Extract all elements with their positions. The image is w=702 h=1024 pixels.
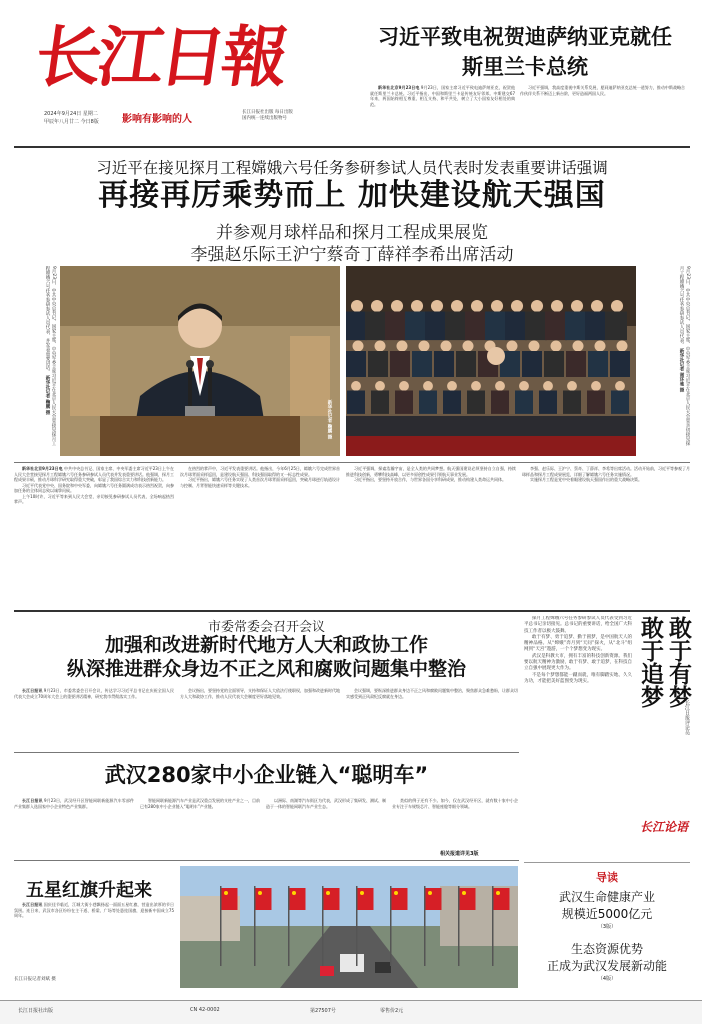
crowd-illustration xyxy=(346,266,636,456)
section2-kicker: 市委常委会召开会议 xyxy=(207,620,325,635)
lead-body-col1: 新华社北京9月23日电 中共中央总书记、国家主席、中央军委主席习近平23日上午在人民大会堂接见探月工程嫦娥六号任务参研参试人员代表并发表重要讲话。他强调，探月工程成果丰硕，推动月球科学研究取得重大突破，彰显了我国综合实力和科技创新能力。 习近平代表党中央、国务院和中央军委，向嫦娥六号任务圆满成功表示热烈祝贺，向参加任务的全体同志致以诚挚问候。 上午10时许，习近平等来到人民大会堂，亲切接见参研参试人员代表，全场响起热烈掌声。 xyxy=(14,466,174,504)
top-story-text-2: 习近平强调，我高度重视中斯关系发展，愿同迪萨纳亚克总统一道努力，推动中斯战略合作伙伴关系不断迈上新台阶，更好造福两国人民。 xyxy=(520,85,685,96)
section2-headline-1[interactable]: 加强和改进新时代地方人大和政协工作 xyxy=(104,634,428,656)
photo-xi-speech xyxy=(60,266,340,456)
commentary-body: 探月工程嫦娥六号任务参研参试人员代表受到习近平总书记亲切接见。总书记的重要讲话，给全国广大科技工作者以极大鼓舞。 敢于有梦、勇于追梦、勤于圆梦，是中国航天人的精神品格。从“嫦娥”奔月到“天问”探火，从“北斗”组网到“天宫”遨游，一个个梦想变为现实。 武汉是科教大市，拥有丰富的科技创新资源。我们要以航天精神为激励，敢于有梦、敢于追梦，在科技自立自强中展现更大作为。 不是每个梦想都能一蹴而就，唯有脚踏实地、久久为功，才能把美好蓝图变为现实。 xyxy=(524,616,632,684)
guide-label: 导读 xyxy=(596,871,618,884)
top-headline[interactable]: 习近平致电祝贺迪萨纳亚克就任斯里兰卡总统 xyxy=(378,25,672,79)
lead-kicker: 习近平在接见探月工程嫦娥六号任务参研参试人员代表时发表重要讲话强调 xyxy=(96,159,608,177)
speech-illustration xyxy=(60,266,340,456)
commentary-title[interactable]: 敢于有梦 敢于追梦 xyxy=(637,616,691,708)
footer-issue: 第27507号 xyxy=(310,1008,336,1014)
lead-subhead-2: 李强赵乐际王沪宁蔡奇丁薛祥李希出席活动 xyxy=(190,245,514,265)
lead-body-col4: 李强、赵乐际、王沪宁、蔡奇、丁薛祥、李希等出席活动。活动开始前，习近平等参观了月球样品和探月工程成果展览，详细了解嫦娥六号任务实施情况。 实施探月工程是党中央着眼建设航天强国作出的重大战略决策。 xyxy=(522,466,690,482)
flag-photo-credit: 长江日报记者刘斌 摄 xyxy=(14,977,56,982)
masthead xyxy=(14,8,344,143)
flag-body: 长江日报讯 国庆佳节临近，江城大街小巷飘扬起一面面五星红旗，营造出浓厚的节日氛围。连日来，武汉市各区纷纷在主干道、桥梁、广场等处悬挂国旗，迎接新中国成立75周年。 xyxy=(14,902,174,918)
publisher-info: 长江日报社出版 每日出版 国内统一连续出版物号 xyxy=(242,110,293,121)
guide-item-1[interactable]: 武汉生命健康产业 规模近5000亿元 （3版） xyxy=(558,890,655,930)
section2-body-col3: 会议强调，要纵深推进群众身边不正之风和腐败问题集中整治，聚焦群众急难愁盼，让群众切实感受到正风肃纪反腐就在身边。 xyxy=(346,688,518,699)
photo-caption-credit-left: 新华社记者 鞠鹏 摄 xyxy=(327,400,332,440)
date-line: 2024年9月24日 星期二 xyxy=(44,111,98,117)
section3-body-col2: 智能网联新能源汽车产业是武汉重点发展的支柱产业之一，目前已有280家中小企业链入“聪明车”产业链。 xyxy=(140,798,260,809)
lunar-date: 甲辰年八月廿二 今日8版 xyxy=(44,119,99,125)
newspaper-logo: 长江日報 xyxy=(30,18,290,96)
section3-more-link[interactable]: 相关报道详见3版 xyxy=(440,851,479,857)
section3-body-col4: 类似的例子还有不少。如今，仅在武汉经开区，就有数十家中小企业专注于车规级芯片、智能座舱等细分领域。 xyxy=(392,798,518,809)
section2-headline-2[interactable]: 纵深推进群众身边不正之风和腐败问题集中整治 xyxy=(66,658,466,680)
section3-body-col3: 以洲际、南湖等汽车街区为代表，武汉形成了集研发、测试、制造于一体的智能网联汽车产业生态。 xyxy=(266,798,386,809)
photo-flags-street xyxy=(180,866,518,988)
slogan: 影响有影响的人 xyxy=(122,114,192,125)
section2-body-col1: 长江日报讯 9月23日，市委常委会召开会议，传达学习习近平总书记在庆祝全国人民代表大会成立70周年大会上的重要讲话精神，研究我市贯彻落实工作。 xyxy=(14,688,174,699)
lead-body-col2: 在热烈的掌声中，习近平发表重要讲话。他指出，今年6月25日，嫦娥六号完成世界首次月球背面采样返回，是建设航天强国、科技强国取得的又一标志性成果。 习近平指出，嫦娥六号任务实现了人类首次月球背面采样返回，突破月球逆行轨道设计与控制、月背智能快速采样等关键技术。 xyxy=(180,466,340,488)
section3-body-col1: 长江日报讯 9月23日，武汉经开区智能网联新能源汽车零部件产业集群入选国家中小企业特色产业集群。 xyxy=(14,798,134,809)
commentary-byline: 长江日报评论员 xyxy=(684,700,690,735)
footer-publisher: 长江日报社出版 xyxy=(18,1008,54,1014)
guide-box xyxy=(524,862,690,990)
flag-headline[interactable]: 五星红旗升起来 xyxy=(26,880,152,901)
commentary-sign: 长江论语 xyxy=(640,820,689,834)
flags-illustration xyxy=(180,866,518,988)
section3-headline[interactable]: 武汉280家中小企业链入“聪明车” xyxy=(104,763,429,787)
guide-item-2[interactable]: 生态资源优势 正成为武汉发展新动能 （4版） xyxy=(546,942,667,982)
section2-body-col2: 会议指出，要坚持党的全面领导，支持和保证人大依法行使职权，加强和改进新时代地方人大和政协工作，推动人民代表大会制度更好落地见效。 xyxy=(180,688,340,699)
lead-body-col3: 习近平强调，探索浩瀚宇宙，是全人类的共同梦想。航天强国建设必须坚持自立自强，持续推进科技创新，勇攀科技高峰，以更多原创性成果引领航天事业发展。 习近平指出，要坚持开放合作，与世界各国分享科研成果，推动构建人类命运共同体。 xyxy=(346,466,516,482)
footer xyxy=(0,1000,702,1024)
photo-caption-right: 9月23日，中共中央总书记、国家主席、中央军委主席习近平在北京人民大会堂亲切接见探月工程嫦娥六号任务参研参试人员代表。 新华社记者 谢环驰 摄 xyxy=(679,266,690,446)
photo-caption-left: 9月23日，中共中央总书记、国家主席、中央军委主席习近平在北京人民大会堂接见探月工程嫦娥六号任务参研参试人员代表，并发表重要讲话。 新华社记者 鞠鹏 摄 xyxy=(45,266,56,446)
footer-cn-number: CN 42-0002 xyxy=(190,1007,220,1013)
footer-price: 零售价2元 xyxy=(380,1008,404,1014)
top-story-text: 新华社北京9月23日电 9月23日，国家主席习近平致电迪萨纳亚克，祝贺他就任斯里兰卡总统。习近平指出，中国和斯里兰卡是传统友好邻邦。中斯建交67年来，两国始终相互尊重、相互支持、和平共处，树立了大小国家友好相处的典范。 xyxy=(370,85,515,107)
lead-headline[interactable]: 再接再厉乘势而上 加快建设航天强国 xyxy=(98,178,606,213)
photo-crowd-greeting xyxy=(346,266,636,456)
lead-subhead: 并参观月球样品和探月工程成果展览 xyxy=(216,223,488,243)
